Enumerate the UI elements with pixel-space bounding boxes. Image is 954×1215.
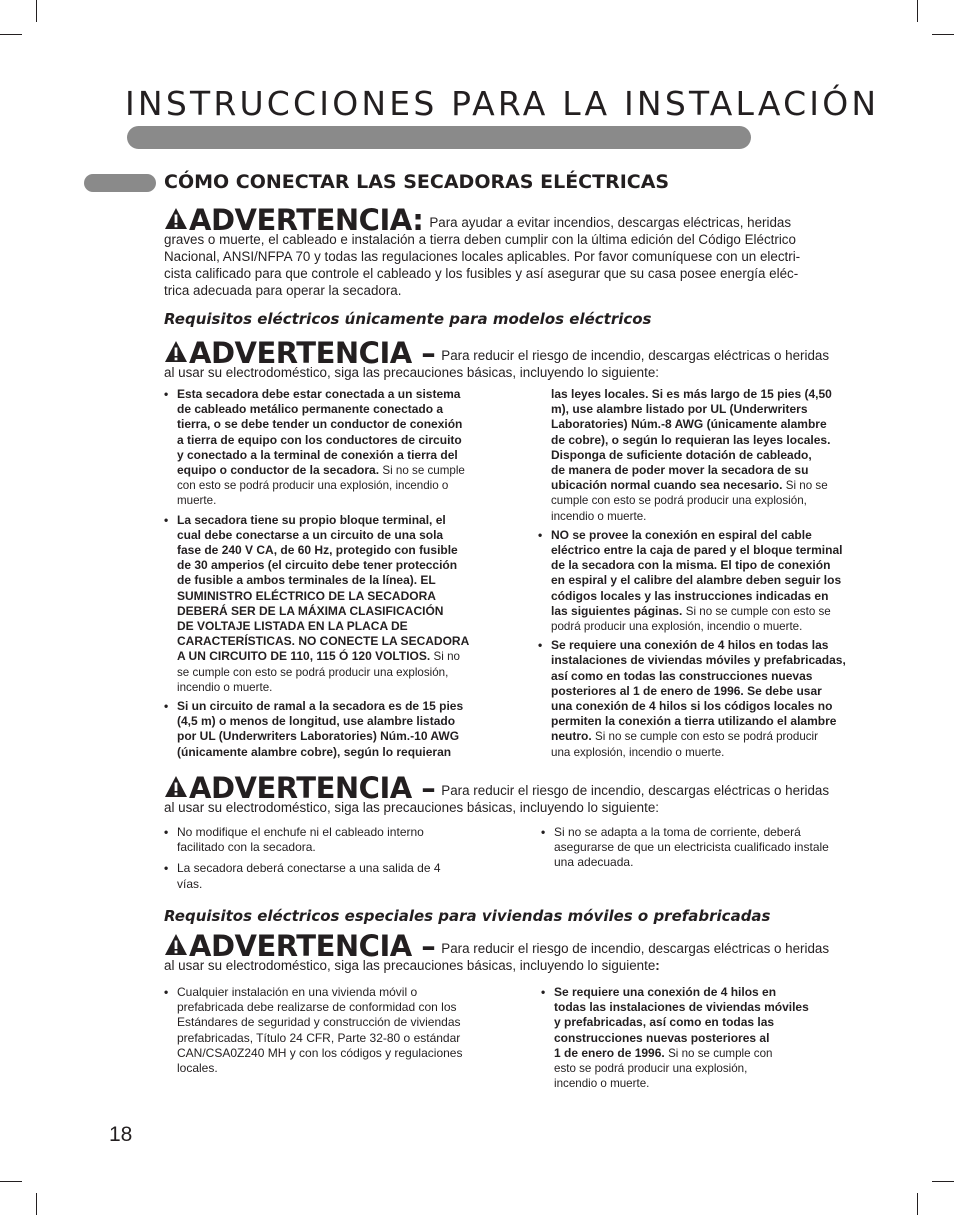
warning-word: ADVERTENCIA – <box>189 929 436 963</box>
warning-block-1 <box>164 203 870 299</box>
crop-mark <box>0 34 22 35</box>
warning-block-3 <box>164 771 870 816</box>
warning-icon <box>164 340 188 363</box>
page-number: 18 <box>109 1123 133 1146</box>
warning-block-4 <box>164 929 870 974</box>
section-heading: CÓMO CONECTAR LAS SECADORAS ELÉCTRICAS <box>164 171 670 193</box>
warning-word: ADVERTENCIA: <box>189 203 424 237</box>
warning-text: Para reducir el riesgo de incendio, descargas eléctricas o heridas <box>441 941 830 956</box>
crop-mark <box>917 1193 918 1215</box>
list-item: • Cualquier instalación en una vivienda móvil o prefabricada debe realizarse de conformidad con los Estándares de seguridad y construcción de viviendas prefabricadas, Título 24 CFR, Parte 32-80 o estándar CAN/CSA0Z240 MH y con los códigos y regulaciones locales. <box>164 985 504 1076</box>
requirements-right-column <box>538 387 868 764</box>
list-item: • La secadora tiene su propio bloque terminal, el cual debe conectarse a un circuito de una sola fase de 240 V CA, de 60 Hz, protegido con fusible de 30 amperios (el circuito debe tener protección de fusible a ambos terminales de la línea). EL SUMINISTRO ELÉCTRICO DE LA SECADORA DEBERÁ SER DE LA MÁXIMA CLASIFICACIÓN DE VOLTAJE LISTADA EN LA PLACA DE CARACTERÍSTICAS. NO CONECTE LA SECADORA A UN CIRCUITO DE 110, 115 Ó 120 VOLTIOS. Si no se cumple con esto se podrá producir una explosión, incendio o muerte. <box>164 513 484 695</box>
subheading-electric-models: Requisitos eléctricos únicamente para modelos eléctricos <box>164 310 652 328</box>
warning-text: Para reducir el riesgo de incendio, descargas eléctricas o heridas <box>441 348 830 363</box>
list-item: • La secadora deberá conectarse a una salida de 4 vías. <box>164 861 484 891</box>
warning-line: al usar su electrodoméstico, siga las precauciones básicas, incluyendo lo siguiente: <box>164 800 659 815</box>
warning-line: al usar su electrodoméstico, siga las precauciones básicas, incluyendo lo siguiente: <box>164 365 659 380</box>
mobile-left-column <box>164 985 504 1080</box>
warning-text: Para reducir el riesgo de incendio, descargas eléctricas o heridas <box>441 783 830 798</box>
warning-word: ADVERTENCIA – <box>189 336 436 370</box>
warning-text: Para ayudar a evitar incendios, descargas eléctricas, heridas <box>429 215 792 230</box>
section-pill <box>84 174 156 192</box>
list-item: • Esta secadora debe estar conectada a un sistema de cableado metálico permanente conectado a tierra, o se debe tender un conductor de conexión a tierra de equipo con los conductores de circuito y conectado a la terminal de conexión a tierra del equipo o conductor de la secadora. Si no se cumple con esto se podrá producir una explosión, incendio o muerte. <box>164 387 484 509</box>
warning-line: al usar su electrodoméstico, siga las precauciones básicas, incluyendo lo siguiente: <box>164 958 660 973</box>
crop-mark <box>932 34 954 35</box>
warning-word: ADVERTENCIA – <box>189 771 436 805</box>
subheading-mobile-homes: Requisitos eléctricos especiales para viviendas móviles o prefabricadas <box>164 907 771 925</box>
list-item: • Si un circuito de ramal a la secadora es de 15 pies (4,5 m) o menos de longitud, use alambre listado por UL (Underwriters Laboratories) Núm.-10 AWG (únicamente alambre cobre), según lo requieran <box>164 699 484 760</box>
warning-block-2 <box>164 336 870 381</box>
title-bar <box>127 126 751 149</box>
crop-mark <box>917 0 918 22</box>
page-title: INSTRUCCIONES PARA LA INSTALACIÓN <box>125 84 880 123</box>
list-item: • Se requiere una conexión de 4 hilos en todas las instalaciones de viviendas móviles y prefabricadas, así como en todas las construcciones nuevas posteriores al 1 de enero de 1996. Se debe usar una conexión de 4 hilos si los códigos locales no permiten la conexión a tierra utilizando el alambre neutro. Si no se cumple con esto se podrá producir una explosión, incendio o muerte. <box>538 638 868 760</box>
warning-icon <box>164 207 188 230</box>
list-item: • NO se provee la conexión en espiral del cable eléctrico entre la caja de pared y el bloque terminal de la secadora con la misma. El tipo de conexión en espiral y el calibre del alambre deben seguir los códigos locales y las instrucciones indicadas en las siguientes páginas. Si no se cumple con esto se podrá producir una explosión, incendio o muerte. <box>538 528 868 634</box>
list-item: • Se requiere una conexión de 4 hilos en todas las instalaciones de viviendas móviles y prefabricadas, así como en todas las construcciones nuevas posteriores al 1 de enero de 1996. Si no se cumple con esto se podrá producir una explosión, incendio o muerte. <box>541 985 861 1091</box>
crop-mark <box>36 1193 37 1215</box>
requirements-left-column <box>164 387 484 764</box>
crop-mark <box>0 1181 22 1182</box>
crop-mark <box>36 0 37 22</box>
crop-mark <box>932 1181 954 1182</box>
list-item: • No modifique el enchufe ni el cableado interno facilitado con la secadora. <box>164 825 484 855</box>
warning-icon <box>164 933 188 956</box>
list-item: • Si no se adapta a la toma de corriente, deberá asegurarse de que un electricista cualificado instale una adecuada. <box>541 825 871 871</box>
plug-left-column <box>164 825 484 896</box>
warning-icon <box>164 775 188 798</box>
list-item-continued: las leyes locales. Si es más largo de 15 pies (4,50 m), use alambre listado por UL (Underwriters Laboratories) Núm.-8 AWG (únicamente alambre de cobre), o según lo requieran las leyes locales. Disponga de suficiente dotación de cableado, de manera de poder mover la secadora de su ubicación normal cuando sea necesario. Si no se cumple con esto se podrá producir una explosión, incendio o muerte. <box>551 387 832 523</box>
warning-line: cista calificado para que controle el cableado y los fusibles y así asegurar que su casa posee energía eléc- <box>164 266 799 281</box>
warning-line: graves o muerte, el cableado e instalación a tierra deben cumplir con la última edición del Código Eléctrico <box>164 232 796 247</box>
warning-line: Nacional, ANSI/NFPA 70 y todas las regulaciones locales aplicables. Por favor comuníquese con un electri- <box>164 249 801 264</box>
plug-right-column <box>541 825 871 875</box>
warning-line: trica adecuada para operar la secadora. <box>164 283 402 298</box>
mobile-right-column <box>541 985 861 1095</box>
